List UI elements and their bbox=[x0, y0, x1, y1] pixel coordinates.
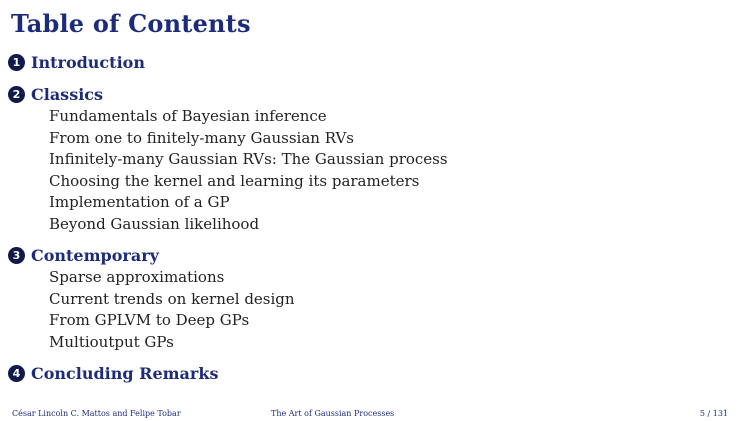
toc-section-concluding-remarks[interactable] bbox=[8, 361, 728, 385]
table-of-contents bbox=[8, 50, 728, 385]
toc-subsection[interactable]: Current trends on kernel design bbox=[49, 289, 295, 308]
section-title[interactable]: Contemporary bbox=[31, 245, 159, 265]
section-title[interactable]: Introduction bbox=[31, 52, 145, 72]
toc-subsection[interactable]: Fundamentals of Bayesian inference bbox=[49, 107, 327, 125]
footer-page-number: 5 / 131 bbox=[699, 409, 728, 418]
toc-subsection[interactable]: From one to finitely-many Gaussian RVs bbox=[49, 128, 354, 147]
section-number-badge: 4 bbox=[8, 365, 25, 382]
page-title: Table of Contents bbox=[11, 9, 251, 38]
toc-subsection[interactable]: Implementation of a GP bbox=[49, 193, 230, 211]
toc-section-classics[interactable] bbox=[8, 82, 728, 235]
toc-subsection[interactable]: Choosing the kernel and learning its parameters bbox=[49, 171, 420, 190]
section-number-badge: 1 bbox=[8, 54, 25, 71]
toc-section-introduction[interactable] bbox=[8, 50, 728, 74]
footer-talk-title: The Art of Gaussian Processes bbox=[271, 409, 395, 418]
toc-subsection[interactable]: Sparse approximations bbox=[49, 268, 225, 286]
toc-subsection[interactable]: Infinitely-many Gaussian RVs: The Gaussian process bbox=[49, 150, 448, 168]
section-number-badge: 3 bbox=[8, 247, 25, 264]
toc-subsection[interactable]: From GPLVM to Deep GPs bbox=[49, 311, 250, 329]
toc-subsection[interactable]: Multioutput GPs bbox=[49, 332, 174, 351]
slide-footer bbox=[0, 408, 740, 421]
toc-section-contemporary[interactable] bbox=[8, 243, 728, 353]
footer-authors: César Lincoln C. Mattos and Felipe Tobar bbox=[12, 409, 181, 418]
section-title[interactable]: Concluding Remarks bbox=[31, 363, 219, 383]
section-title[interactable]: Classics bbox=[31, 84, 104, 104]
toc-subsection[interactable]: Beyond Gaussian likelihood bbox=[49, 214, 260, 233]
section-number-badge: 2 bbox=[8, 86, 25, 103]
